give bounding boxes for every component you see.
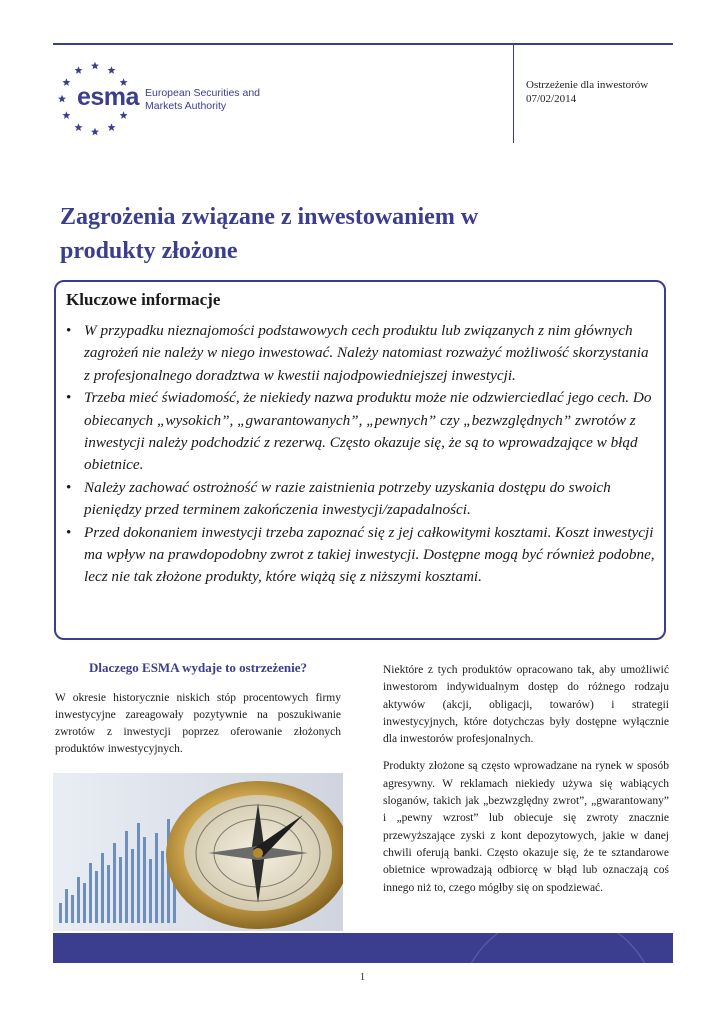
- photo-bar: [65, 889, 68, 923]
- top-rule: [53, 43, 673, 45]
- document-type: Ostrzeżenie dla inwestorów: [526, 79, 649, 91]
- photo-bar: [77, 877, 80, 923]
- key-info-item: • W przypadku nieznajomości podstawowych cech produktu lub związanych z nim głównych zagrożeń nie należy w niego inwestować. Należy natomiast rozważyć możliwość skorzystania z profesjonalnego doradztwa w kwestii najodpowiedniejszej inwestycji.: [64, 320, 658, 387]
- photo-bar: [113, 843, 116, 923]
- footer-band: [53, 933, 673, 963]
- logo-star: [62, 78, 70, 86]
- photo-bar: [161, 851, 164, 923]
- photo-bar: [143, 837, 146, 923]
- photo-bar: [89, 863, 92, 923]
- left-paragraph: W okresie historycznie niskich stóp procentowych firmy inwestycyjne zareagowały pozytywnie na poszukiwanie zwrotów z inwestycji poprzez oferowanie złożonych produktów inwestycyjnych.: [55, 692, 341, 755]
- photo-bar: [131, 849, 134, 923]
- right-column: [383, 662, 669, 907]
- compass-photo: [53, 773, 343, 931]
- photo-bar: [95, 871, 98, 923]
- photo-bar: [107, 865, 110, 923]
- logo-star: [58, 95, 66, 103]
- page-title: Zagrożenia związane z inwestowaniem w produkty złożone: [60, 204, 479, 264]
- photo-bar: [59, 903, 62, 923]
- key-info-item: • Przed dokonaniem inwestycji trzeba zapoznać się z jej całkowitymi kosztami. Koszt inwestycji ma wpływ na prawdopodobny zwrot z takiej inwestycji. Dostępne mogą być również podobne, lecz nie tak złożone produkty, które wiążą się z niższymi kosztami.: [64, 522, 658, 589]
- left-column: [55, 660, 341, 758]
- logo-star: [108, 66, 116, 74]
- logo-star: [62, 111, 70, 119]
- logo-wordmark: esma: [77, 83, 139, 111]
- right-paragraph-2: Produkty złożone są często wprowadzane na rynek w sposób agresywny. W reklamach niekiedy używa się wabiących sloganów, takich jak „bezwzględny zwrot”, „gwarantowany” i „pewny wzrost” lub obiecuje się zwroty znacznie przewyższające zyski z kont depozytowych, jakie w danej chwili oferują banki. Często okazuje się, że te sztandarowe obietnice wprowadzają odbiorcę w błąd lub oznaczają coś innego niż to, czego mógłby się on spodziewać.: [383, 760, 669, 894]
- header-divider: [513, 45, 514, 143]
- photo-bar: [119, 857, 122, 923]
- logo-star: [120, 111, 128, 119]
- key-info-heading: Kluczowe informacje: [66, 290, 221, 309]
- photo-bar: [101, 853, 104, 923]
- logo-star: [75, 66, 83, 74]
- key-info-item: • Należy zachować ostrożność w razie zaistnienia potrzeby uzyskania dostępu do swoich pieniędzy przed terminem zakończenia inwestycji/zapadalności.: [64, 477, 658, 522]
- org-name: European Securities and Markets Authority: [145, 87, 260, 112]
- logo-star: [91, 62, 99, 70]
- right-paragraph-1: Niektóre z tych produktów opracowano tak, aby umożliwić inwestorom indywidualnym dostęp do różnego rodzaju aktywów (akcji, obligacji, towarów) i strategii inwestycyjnych, które dotychczas były dostępne wyłącznie dla inwestorów profesjonalnych.: [383, 664, 669, 746]
- key-info-box: [54, 280, 666, 640]
- document-date: 07/02/2014: [526, 93, 577, 105]
- logo-star: [91, 128, 99, 136]
- key-info-list: [64, 320, 658, 589]
- logo-star: [108, 123, 116, 131]
- photo-bar: [71, 895, 74, 923]
- document-meta: [526, 78, 648, 106]
- section-heading: Dlaczego ESMA wydaje to ostrzeżenie?: [88, 660, 308, 675]
- key-info-item: • Trzeba mieć świadomość, że niekiedy nazwa produktu może nie odzwierciedlać jego cech. Do obiecanych „wysokich”, „gwarantowanych”, „pewnych” czy „bezwzględnych” zwrotów z inwestycji należy podchodzić z rezerwą. Często okazuje się, że są to wprowadzające w błąd obietnice.: [64, 387, 658, 477]
- photo-bar: [125, 831, 128, 923]
- esma-logo: [55, 55, 275, 145]
- photo-bar: [137, 823, 140, 923]
- page-number: 1: [360, 972, 365, 983]
- photo-bar: [155, 833, 158, 923]
- photo-bar: [83, 883, 86, 923]
- logo-star: [75, 123, 83, 131]
- photo-bar: [149, 859, 152, 923]
